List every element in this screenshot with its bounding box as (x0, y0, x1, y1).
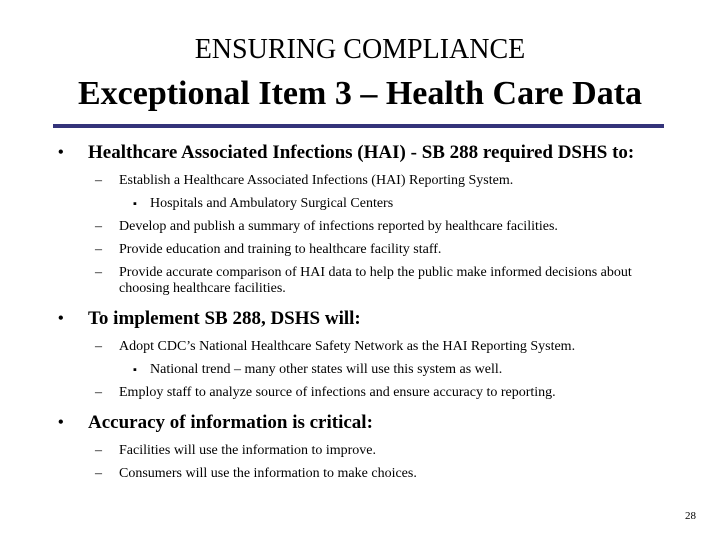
sub-bullet-item (58, 443, 678, 459)
sub-bullet-text: Provide accurate comparison of HAI data to help the public make informed decisions about choosing healthcare facilities. (119, 265, 632, 296)
sub-bullet-text: Employ staff to analyze source of infections and ensure accuracy to reporting. (119, 385, 556, 400)
sub-sub-bullet-text: National trend – many other states will use this system as well. (150, 362, 503, 377)
square-bullet-icon: ▪ (133, 198, 137, 210)
sub-bullet-item (58, 385, 678, 401)
sub-bullet-text: Develop and publish a summary of infections reported by healthcare facilities. (119, 219, 558, 234)
bullet-item (58, 142, 678, 164)
slide-body (58, 142, 678, 482)
sub-bullet-text: Establish a Healthcare Associated Infections (HAI) Reporting System. (119, 173, 514, 188)
dash-icon: – (95, 265, 102, 280)
dash-icon: – (95, 466, 102, 481)
sub-bullet-item (58, 173, 678, 189)
sub-sub-bullet-text: Hospitals and Ambulatory Surgical Centers (150, 196, 394, 211)
page-number: 28 (685, 510, 696, 522)
sub-bullet-text: Adopt CDC’s National Healthcare Safety Network as the HAI Reporting System. (119, 339, 576, 354)
sub-bullet-text: Provide education and training to healthcare facility staff. (119, 242, 442, 257)
sub-sub-bullet-item (58, 362, 678, 378)
slide-title: Exceptional Item 3 – Health Care Data (77, 75, 643, 112)
bullet-text: To implement SB 288, DSHS will: (88, 308, 361, 329)
bullet-item (58, 308, 678, 330)
slide-supertitle: ENSURING COMPLIANCE (194, 34, 526, 65)
bullet-icon: • (58, 144, 64, 161)
sub-bullet-item (58, 466, 678, 482)
square-bullet-icon: ▪ (133, 364, 137, 376)
sub-bullet-item (58, 219, 678, 235)
sub-bullet-item (58, 265, 678, 297)
bullet-icon: • (58, 414, 64, 431)
dash-icon: – (95, 219, 102, 234)
dash-icon: – (95, 443, 102, 458)
bullet-text: Accuracy of information is critical: (88, 412, 373, 433)
sub-bullet-item (58, 242, 678, 258)
sub-bullet-text: Facilities will use the information to improve. (119, 443, 377, 458)
sub-sub-bullet-item (58, 196, 678, 212)
dash-icon: – (95, 173, 102, 188)
sub-bullet-item (58, 339, 678, 355)
dash-icon: – (95, 242, 102, 257)
bullet-icon: • (58, 310, 64, 327)
sub-bullet-text: Consumers will use the information to make choices. (119, 466, 417, 481)
bullet-text: Healthcare Associated Infections (HAI) - SB 288 required DSHS to: (88, 142, 635, 163)
dash-icon: – (95, 339, 102, 354)
dash-icon: – (95, 385, 102, 400)
bullet-item (58, 412, 678, 434)
title-divider (53, 124, 664, 128)
